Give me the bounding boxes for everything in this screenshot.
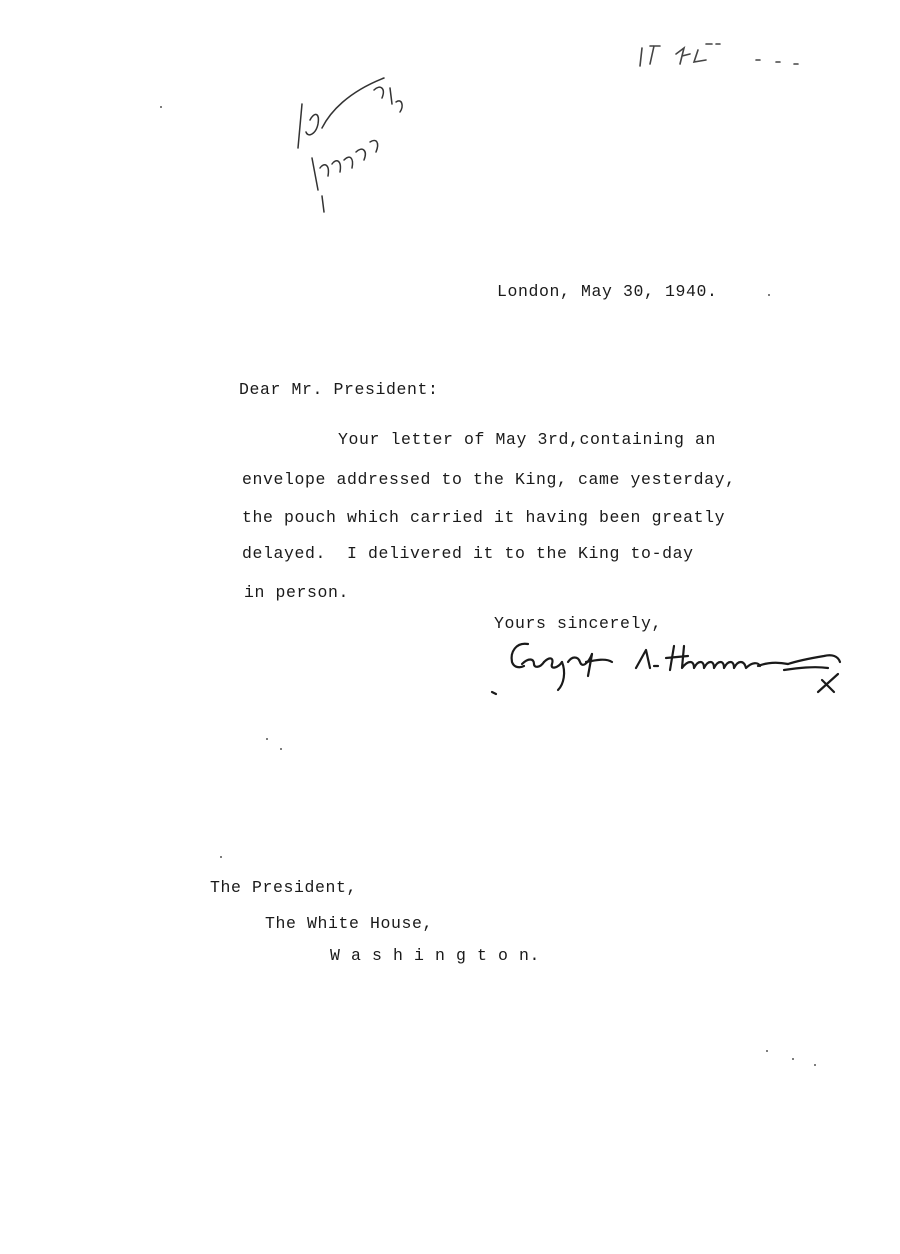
scan-speck <box>220 856 222 858</box>
body-line: the pouch which carried it having been greatly <box>242 508 726 527</box>
body-line: in person. <box>244 583 350 602</box>
signature-icon <box>488 632 858 707</box>
salutation: Dear Mr. President: <box>239 380 439 399</box>
scan-speck <box>768 294 770 296</box>
scan-speck <box>792 1058 794 1060</box>
addressee-line-3: W a s h i n g t o n. <box>330 946 541 965</box>
addressee-line-2: The White House, <box>265 914 434 933</box>
file-number-stamp-icon <box>636 40 806 81</box>
body-line: envelope addressed to the King, came yesterday, <box>242 470 736 489</box>
dateline: London, May 30, 1940. <box>497 282 718 301</box>
scan-speck <box>814 1064 816 1066</box>
body-line: Your letter of May 3rd,containing an <box>338 430 717 449</box>
addressee-line-1: The President, <box>210 878 358 897</box>
scan-speck <box>766 1050 768 1052</box>
scan-speck <box>266 738 268 740</box>
closing: Yours sincerely, <box>494 614 663 633</box>
scan-speck <box>160 106 162 108</box>
handwritten-notation-icon <box>290 72 440 227</box>
scan-speck <box>280 748 282 750</box>
body-line: delayed. I delivered it to the King to-day <box>242 544 694 563</box>
